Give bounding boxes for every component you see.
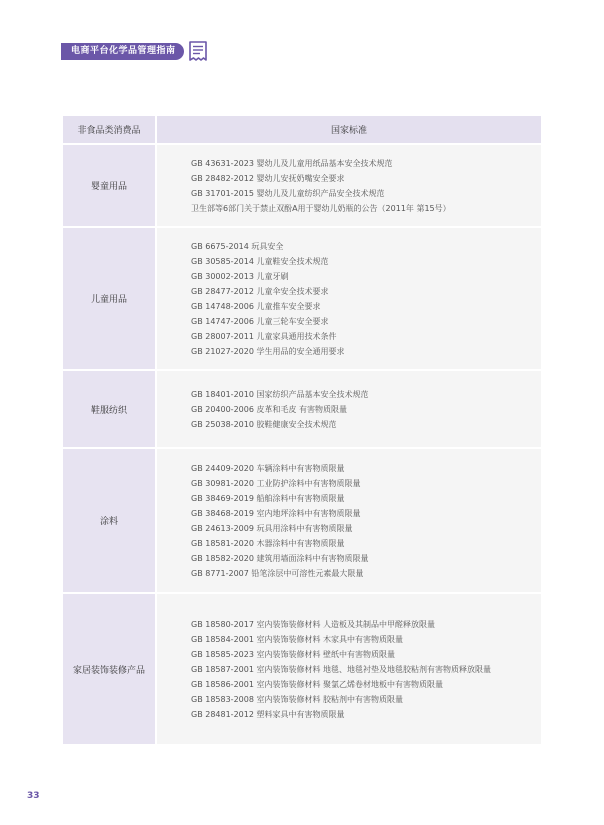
- table-row: [63, 449, 541, 594]
- standard-item: GB 8771-2007 铅笔涂层中可溶性元素最大限量: [191, 568, 364, 578]
- category-cell: 涂料: [63, 449, 157, 592]
- standard-item: GB 28481-2012 塑料家具中有害物质限量: [191, 709, 345, 719]
- standard-item: GB 24613-2009 玩具用涂料中有害物质限量: [191, 523, 353, 533]
- standard-item: GB 18582-2020 建筑用墙面涂料中有害物质限量: [191, 553, 369, 563]
- table-row: [63, 594, 541, 746]
- category-cell: 婴童用品: [63, 145, 157, 226]
- standard-item: GB 28007-2011 儿童家具通用技术条件: [191, 331, 337, 341]
- column-header-standard: 国家标准: [157, 116, 541, 143]
- standard-item: GB 21027-2020 学生用品的安全通用要求: [191, 346, 345, 356]
- standard-item: GB 18580-2017 室内装饰装修材料 人造板及其制品中甲醛释放限量: [191, 619, 436, 629]
- standard-item: GB 14748-2006 儿童推车安全要求: [191, 301, 321, 311]
- standard-item: GB 18583-2008 室内装饰装修材料 胶粘剂中有害物质限量: [191, 694, 404, 704]
- standard-item: 卫生部等6部门关于禁止双酚A用于婴幼儿奶瓶的公告（2011年 第15号）: [191, 203, 451, 213]
- document-list-icon: [188, 41, 208, 62]
- table-row: [63, 371, 541, 449]
- standard-item: GB 20400-2006 皮革和毛皮 有害物质限量: [191, 404, 348, 414]
- standard-item: GB 28482-2012 婴幼儿安抚奶嘴安全要求: [191, 173, 345, 183]
- standard-item: GB 18581-2020 木器涂料中有害物质限量: [191, 538, 345, 548]
- header-title: 电商平台化学品管理指南: [61, 43, 184, 60]
- standards-cell: [157, 594, 541, 744]
- standard-item: GB 18584-2001 室内装饰装修材料 木家具中有害物质限量: [191, 634, 404, 644]
- standard-item: GB 18587-2001 室内装饰装修材料 地毯、地毯衬垫及地毯胶粘剂有害物质释放限量: [191, 664, 492, 674]
- standards-cell: [157, 449, 541, 592]
- category-cell: 鞋服纺织: [63, 371, 157, 447]
- category-cell: 家居装饰装修产品: [63, 594, 157, 744]
- standard-item: GB 38469-2019 船舶涂料中有害物质限量: [191, 493, 345, 503]
- page-number: 33: [27, 791, 40, 801]
- standard-item: GB 18585-2023 室内装饰装修材料 壁纸中有害物质限量: [191, 649, 396, 659]
- standard-item: GB 14747-2006 儿童三轮车安全要求: [191, 316, 329, 326]
- table-row: [63, 228, 541, 371]
- standards-cell: [157, 145, 541, 226]
- standard-item: GB 18401-2010 国家纺织产品基本安全技术规范: [191, 389, 369, 399]
- standard-item: GB 30981-2020 工业防护涂料中有害物质限量: [191, 478, 361, 488]
- table-row: [63, 145, 541, 228]
- standards-cell: [157, 228, 541, 369]
- standard-item: GB 30002-2013 儿童牙刷: [191, 271, 289, 281]
- standard-item: GB 18586-2001 室内装饰装修材料 聚氯乙烯卷材地板中有害物质限量: [191, 679, 444, 689]
- standard-item: GB 28477-2012 儿童伞安全技术要求: [191, 286, 329, 296]
- column-header-category: 非食品类消费品: [63, 116, 157, 143]
- standard-item: GB 38468-2019 室内地坪涂料中有害物质限量: [191, 508, 361, 518]
- standard-item: GB 43631-2023 婴幼儿及儿童用纸品基本安全技术规范: [191, 158, 393, 168]
- table-header-row: [63, 116, 541, 145]
- standard-item: GB 30585-2014 儿童鞋安全技术规范: [191, 256, 329, 266]
- standards-table: [63, 116, 541, 746]
- standard-item: GB 25038-2010 胶鞋健康安全技术规范: [191, 419, 337, 429]
- category-cell: 儿童用品: [63, 228, 157, 369]
- standard-item: GB 31701-2015 婴幼儿及儿童纺织产品安全技术规范: [191, 188, 385, 198]
- standards-cell: [157, 371, 541, 447]
- standard-item: GB 24409-2020 车辆涂料中有害物质限量: [191, 463, 345, 473]
- standard-item: GB 6675-2014 玩具安全: [191, 241, 284, 251]
